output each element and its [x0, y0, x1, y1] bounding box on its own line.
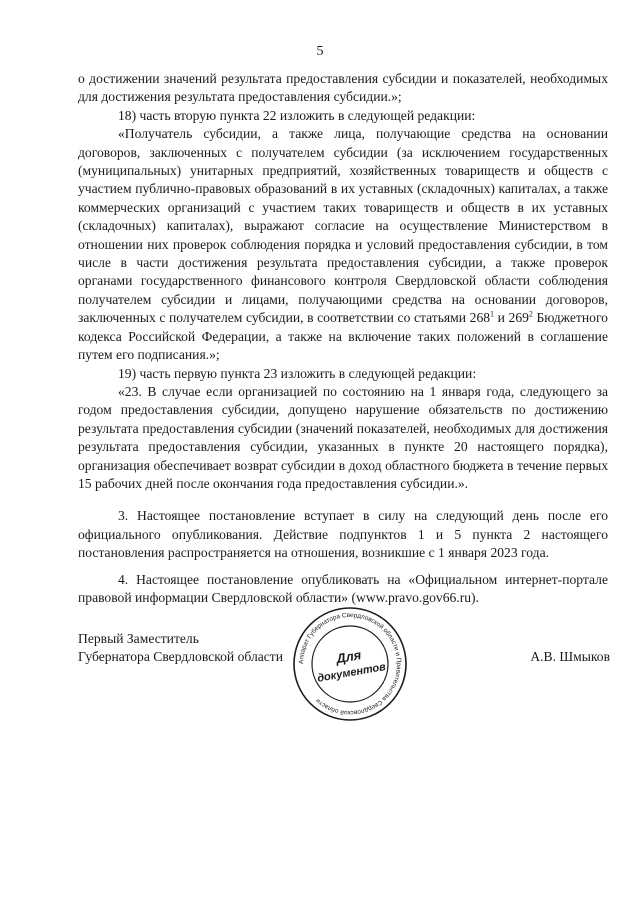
- page-number: 5: [316, 44, 324, 59]
- paragraph-item-19: 19) часть первую пункта 23 изложить в следующей редакции:: [118, 365, 477, 381]
- signatory-position-line-1: Первый Заместитель: [78, 631, 199, 646]
- article-268-superscript: 1: [490, 309, 495, 319]
- signatory-position-line-2: Губернатора Свердловской области: [78, 649, 284, 665]
- stamp-ring-text: Аппарат Губернатора Свердловской области и Правительства Свердловской области: [297, 611, 403, 717]
- paragraph-clause-3: 3. Настоящее постановление вступает в силу на следующий день после его официального опубликования. Действие подпунктов 1 и 5 пункта 2 настоящего постановления распространяется на отношения, возникшие с 1 января 2023 года.: [78, 508, 608, 561]
- document-body: [78, 70, 608, 607]
- paragraph-item-18: 18) часть вторую пункта 22 изложить в следующей редакции:: [118, 107, 476, 123]
- signatory-name: А.В. Шмыков: [530, 649, 610, 664]
- paragraph-clause-4: 4. Настоящее постановление опубликовать на «Официальном интернет-портале правовой информации Свердловской области» (www.pravo.gov66.ru).: [78, 571, 608, 605]
- paragraph-text-and: и: [494, 310, 509, 326]
- article-269-superscript: 2: [528, 309, 533, 319]
- paragraph-item-18-text: [78, 125, 608, 364]
- stamp-center-line-1: Для: [335, 647, 363, 667]
- stamp-outer-ring: [294, 608, 406, 720]
- official-stamp: [290, 604, 410, 724]
- paragraph-text-before: «Получатель субсидии, а также лица, получающие средства на основании договоров, заключенных с получателем субсидии (за исключением государственных (муниципальных) унитарных предприятий, хозяйственных товариществ и обществ с участием публично-правовых образований в их уставных (складочных) капиталах, а также коммерческих организаций с участием таких товариществ и обществ в их уставных (складочных) капиталах), выражают согласие на осуществление Министерством в отношении них проверок соблюдения порядка и условий предоставления субсидии, в том числе в части достижения результата предоставления субсидии, а также проверок органами государственного финансового контроля Свердловской области соблюдения получателем субсидии и лицами, получающими средства на основании договоров, заключенных с получателем субсидии, в соответствии со статьями: [78, 126, 608, 326]
- signatory-position: [78, 630, 283, 667]
- article-268: 268: [469, 310, 491, 326]
- stamp-center-line-2: документов: [316, 660, 387, 685]
- article-269: 269: [508, 310, 529, 326]
- paragraph-continuation: о достижении значений результата предоставления субсидии и показателей, необходимых для достижения результата предоставления субсидии.»;: [78, 71, 608, 105]
- paragraph-text-after: Бюджетного кодекса Российской Федерации, а также на включение таких положений в соглашение путем его подписания.»;: [78, 310, 608, 363]
- paragraph-item-23-text: «23. В случае если организацией по состоянию на 1 января года, следующего за годом предоставления субсидии, допущено нарушение обязательств по достижению результата предоставления субсидии (значений показателей, необходимых для достижения результата предоставления субсидии, указанных в пункте 20 настоящего порядка), организация обеспечивает возврат субсидии в доход областного бюджета в течение первых 15 рабочих дней после окончания года предоставления субсидии.».: [78, 383, 608, 491]
